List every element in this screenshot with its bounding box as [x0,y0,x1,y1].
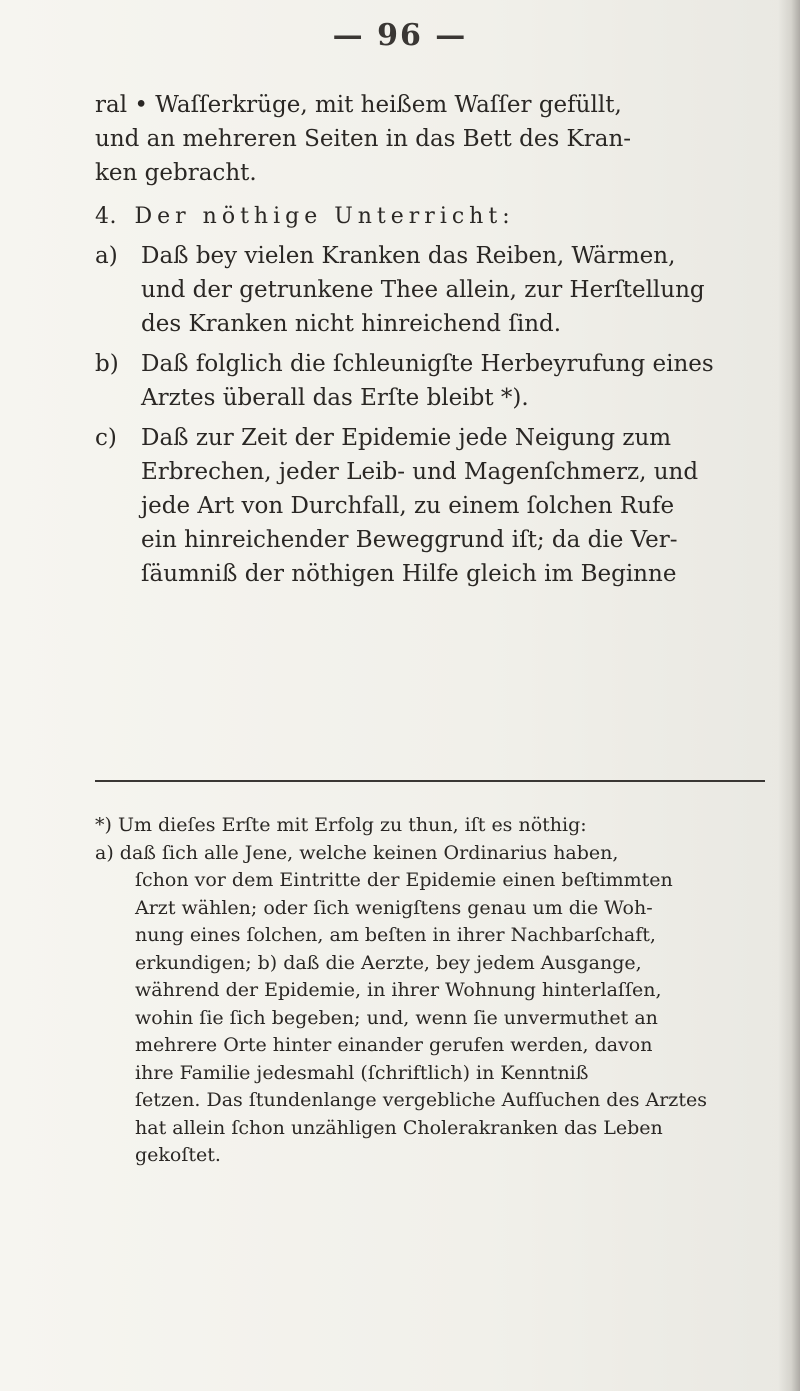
footnote-line: ihre Familie jedesmahl (ſchriftlich) in Kenntniß [135,1061,589,1084]
footnote-divider [95,780,765,782]
item-label: a) [95,243,118,269]
item-line: Daß bey vielen Kranken das Reiben, Wärmen, [141,243,676,269]
footnote-line: Arzt wählen; oder ſich wenigſtens genau um die Woh- [135,896,653,919]
footnote-line: erkundigen; b) daß die Aerzte, bey jedem Ausgange, [135,951,642,974]
item-line: und der getrunkene Thee allein, zur Herſtellung [141,277,705,303]
list-item-b [95,347,775,415]
section-number: 4. [95,204,117,229]
item-line: Daß zur Zeit der Epidemie jede Neigung zum [141,425,672,451]
intro-line: ral • Waſſerkrüge, mit heißem Waſſer gefüllt, [95,92,622,118]
page-header: — 96 — [332,18,468,53]
footnote-line: ſetzen. Das ſtundenlange vergebliche Aufſuchen des Arztes [135,1089,707,1111]
footnote [95,812,775,1170]
footnote-line: gekoſtet. [135,1144,221,1166]
item-line: Daß folglich die ſchleunigſte Herbeyrufung eines [141,351,714,377]
footnote-line: wohin ſie ſich begeben; und, wenn ſie unvermuthet an [135,1006,658,1029]
intro-line: ken gebracht. [95,160,257,186]
footnote-line: ſchon vor dem Eintritte der Epidemie einen beſtimmten [135,869,673,891]
footnote-line: a) daß ſich alle Jene, welche keinen Ordinarius haben, [95,841,619,864]
item-line: Arztes überall das Erſte bleibt *). [141,385,529,411]
footnote-line: nung eines ſolchen, am beſten in ihrer Nachbarſchaft, [135,924,656,946]
footnote-line: während der Epidemie, in ihrer Wohnung hinterlaſſen, [135,979,662,1001]
footnote-line: hat allein ſchon unzähligen Cholerakranken das Leben [135,1116,663,1139]
item-line: ein hinreichender Beweggrund iſt; da die Ver- [141,527,678,553]
item-line: ſäumniß der nöthigen Hilfe gleich im Beginne [141,561,677,587]
list-item-a [95,239,775,341]
item-line: Erbrechen, jeder Leib- und Magenſchmerz, und [141,459,699,485]
footnote-line: mehrere Orte hinter einander gerufen werden, davon [135,1034,653,1056]
list-item-c [95,421,775,591]
footnote-line: *) Um dieſes Erſte mit Erfolg zu thun, iſt es nöthig: [95,814,587,836]
item-line: jede Art von Durchfall, zu einem ſolchen Rufe [141,493,675,519]
section-heading [95,204,775,229]
intro-line: und an mehreren Seiten in das Bett des Kran- [95,126,632,152]
main-text [95,88,775,591]
item-line: des Kranken nicht hinreichend ſind. [141,311,562,337]
section-title: Der nöthige Unterricht: [134,204,515,229]
item-label: c) [95,425,117,451]
item-label: b) [95,351,119,377]
page-edge-shadow [778,0,800,1391]
